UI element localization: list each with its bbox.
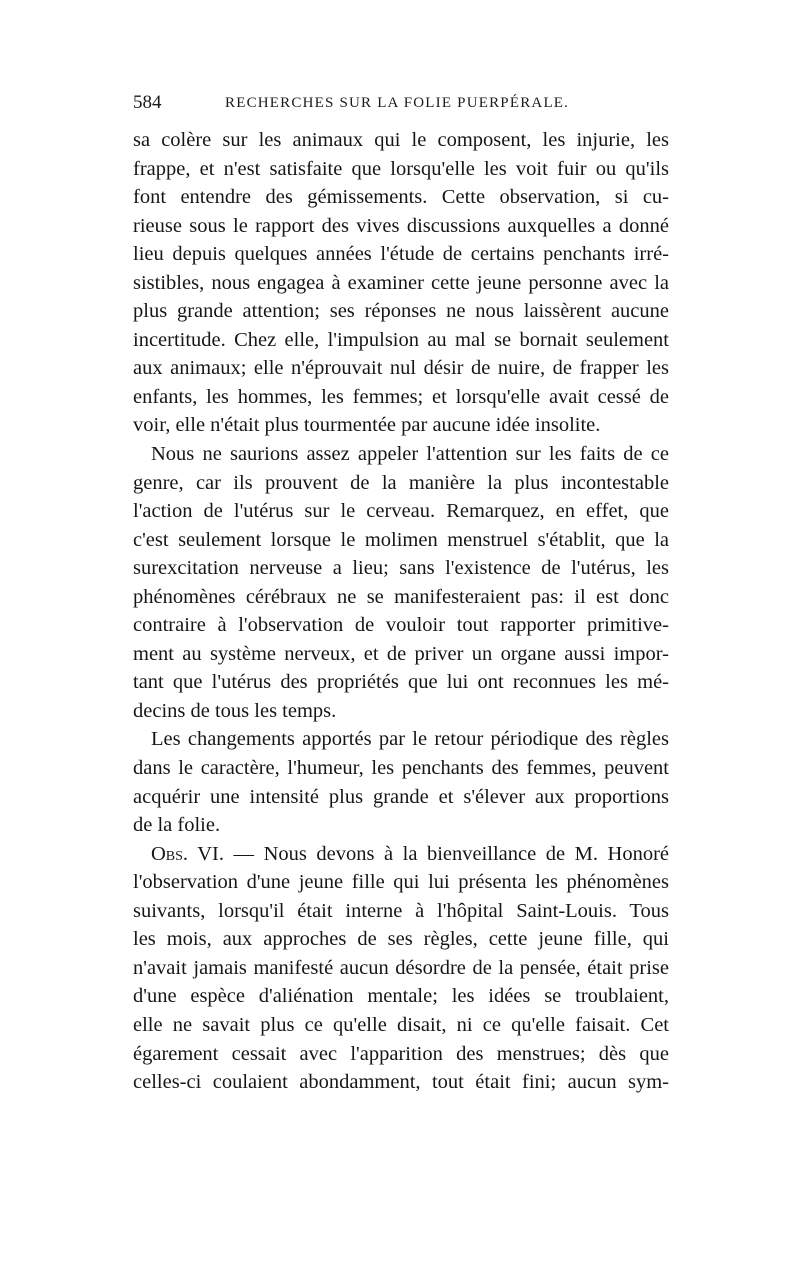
observation-heading-text: — Nous devons à la bienveillance de M. Honoré — [233, 842, 669, 865]
text-line: incertitude. Chez elle, l'impulsion au mal se bornait seulement — [133, 328, 669, 351]
text-line: tant que l'utérus des propriétés que lui ont reconnues les mé- — [133, 671, 669, 694]
text-line: les mois, aux approches de ses règles, cette jeune fille, qui — [133, 928, 669, 951]
text-line: elle ne savait plus ce qu'elle disait, ni ce qu'elle faisait. Cet — [133, 1013, 669, 1036]
running-title: RECHERCHES SUR LA FOLIE PUERPÉRALE. — [225, 95, 570, 111]
text-line: suivants, lorsqu'il était interne à l'hôpital Saint-Louis. Tous — [133, 899, 669, 922]
observation-label: Obs. VI. — [151, 842, 224, 865]
page-number: 584 — [133, 92, 162, 113]
text-line: sistibles, nous engagea à examiner cette jeune personne avec la — [133, 271, 669, 294]
text-line: surexcitation nerveuse a lieu; sans l'existence de l'utérus, les — [133, 557, 669, 580]
text-line: enfants, les hommes, les femmes; et lorsqu'elle avait cessé de — [133, 385, 669, 408]
text-line: font entendre des gémissements. Cette observation, si cu- — [133, 186, 669, 209]
text-line: aux animaux; elle n'éprouvait nul désir de nuire, de frapper les — [133, 357, 669, 380]
text-line: lieu depuis quelques années l'étude de certains penchants irré- — [133, 243, 669, 266]
text-line: rieuse sous le rapport des vives discussions auxquelles a donné — [133, 214, 669, 237]
text-line: frappe, et n'est satisfaite que lorsqu'elle les voit fuir ou qu'ils — [133, 157, 669, 180]
paragraph-end-line: voir, elle n'était plus tourmentée par aucune idée insolite. — [133, 414, 601, 437]
text-line: plus grande attention; ses réponses ne nous laissèrent aucune — [133, 300, 669, 323]
text-line: n'avait jamais manifesté aucun désordre de la pensée, était prise — [133, 956, 669, 979]
running-head — [133, 90, 669, 116]
observation-heading-line — [133, 840, 669, 869]
text-line: égarement cessait avec l'apparition des menstrues; dès que — [133, 1042, 669, 1065]
text-line: acquérir une intensité plus grande et s'élever aux proportions — [133, 785, 669, 808]
paragraph-start-line: Nous ne saurions assez appeler l'attention sur les faits de ce — [151, 443, 669, 466]
text-line: l'observation d'une jeune fille qui lui présenta les phénomènes — [133, 871, 669, 894]
text-line: contraire à l'observation de vouloir tout rapporter primitive- — [133, 614, 669, 637]
text-line: phénomènes cérébraux ne se manifesteraient pas: il est donc — [133, 585, 669, 608]
paragraph-start-line: Les changements apportés par le retour périodique des règles — [151, 728, 669, 751]
paragraph-end-line: de la folie. — [133, 814, 221, 837]
text-line: c'est seulement lorsque le molimen menstruel s'établit, que la — [133, 528, 669, 551]
text-line: dans le caractère, l'humeur, les penchants des femmes, peuvent — [133, 757, 669, 780]
paragraph-end-line: decins de tous les temps. — [133, 699, 337, 722]
text-line: d'une espèce d'aliénation mentale; les idées se troublaient, — [133, 985, 669, 1008]
body-text — [133, 126, 669, 1097]
text-line: celles-ci coulaient abondamment, tout était fini; aucun sym- — [133, 1071, 669, 1094]
text-line: genre, car ils prouvent de la manière la plus incontestable — [133, 471, 669, 494]
text-line: sa colère sur les animaux qui le composent, les injurie, les — [133, 129, 669, 151]
text-line: l'action de l'utérus sur le cerveau. Remarquez, en effet, que — [133, 500, 669, 523]
text-line: ment au système nerveux, et de priver un organe aussi impor- — [133, 642, 669, 665]
